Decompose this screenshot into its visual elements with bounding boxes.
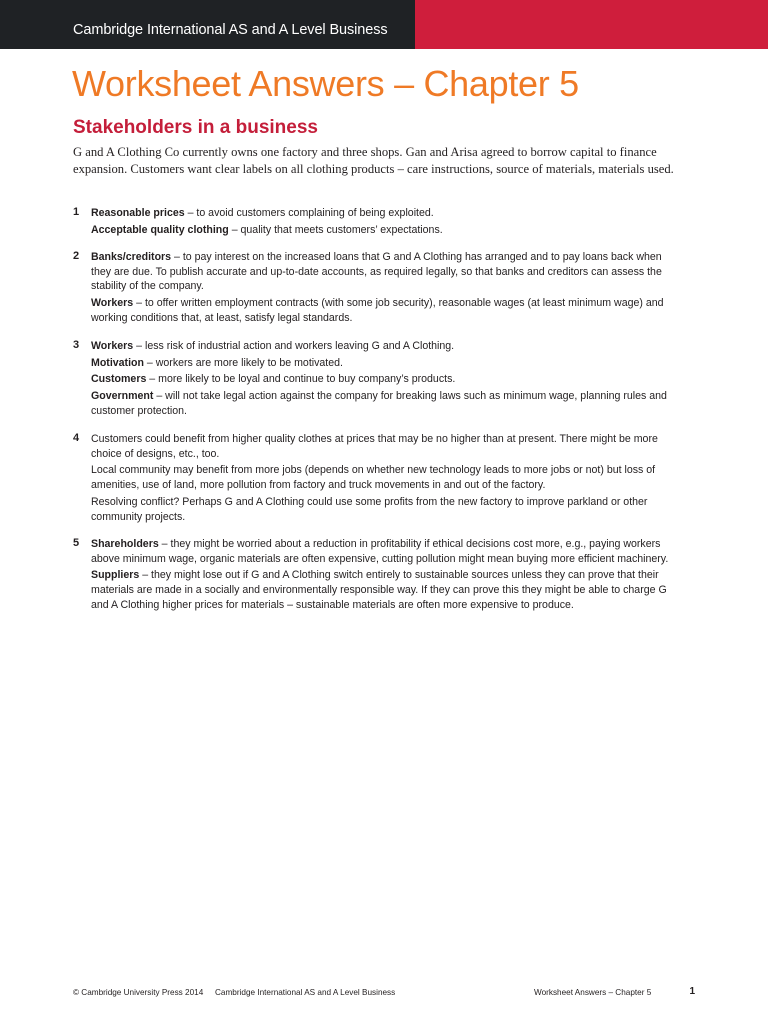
answer-paragraph: Customers could benefit from higher quality clothes at prices that may be no higher than at present. There might be more choice of designs, etc., too. xyxy=(91,433,658,460)
answer-item-3 xyxy=(73,339,693,421)
answer-number: 3 xyxy=(73,339,80,351)
answer-paragraph: Local community may benefit from more jobs (depends on whether new technology leads to more jobs or not) but loss of amenities, use of land, more pollution from factory and truck movements in and out of the factory. xyxy=(91,464,656,492)
header-red-panel xyxy=(415,0,768,49)
answer-keyword: Acceptable quality clothing xyxy=(91,223,229,236)
answer-paragraph: Resolving conflict? Perhaps G and A Clothing could use some profits from the new factory to improve parkland or other community projects. xyxy=(91,495,648,523)
answer-keyword: Shareholders xyxy=(91,538,159,550)
answer-text: – will not take legal action against the company for breaking laws such as minimum wage, planning rules and customer protection. xyxy=(91,390,667,417)
answer-paragraph xyxy=(91,372,681,387)
header-title: Cambridge International AS and A Level Business xyxy=(73,22,388,38)
answer-keyword: Reasonable prices xyxy=(91,207,185,219)
answer-body xyxy=(91,432,681,524)
answer-text: – more likely to be loyal and continue to buy company’s products. xyxy=(146,373,456,386)
answer-text: – they might lose out if G and A Clothing switch entirely to sustainable sources unless they can prove that their materials are made in a socially and environmentally responsible way. If they can prove this they might be able to charge G and A Clothing higher prices for materials – sustainable materials are often more expensive to produce. xyxy=(91,569,667,611)
answer-text: – to offer written employment contracts (with some job security), reasonable wages (at least minimum wage) and working conditions that, at least, satisfy legal standards. xyxy=(91,297,664,324)
answer-keyword: Government xyxy=(91,390,154,403)
answer-paragraph xyxy=(91,356,681,371)
intro-paragraph: G and A Clothing Co currently owns one factory and three shops. Gan and Arisa agreed to borrow capital to finance expansion. Customers want clear labels on all clothing products – care instructions, source of materials, materials used. xyxy=(73,145,674,176)
page-number: 1 xyxy=(689,986,695,997)
answer-keyword: Workers xyxy=(91,340,134,352)
answer-text: – less risk of industrial action and workers leaving G and A Clothing. xyxy=(133,340,455,352)
answer-item-1 xyxy=(73,206,693,239)
answer-number: 2 xyxy=(73,250,80,262)
answer-text: – quality that meets customers’ expectations. xyxy=(228,223,443,236)
answer-keyword: Suppliers xyxy=(91,569,140,582)
answer-number: 5 xyxy=(73,537,80,549)
answer-text: – workers are more likely to be motivated. xyxy=(143,356,343,369)
answer-paragraph xyxy=(91,339,681,354)
answer-item-5 xyxy=(73,537,693,615)
answer-text: – to avoid customers complaining of being exploited. xyxy=(184,207,434,219)
answer-paragraph xyxy=(91,537,681,566)
answer-keyword: Banks/creditors xyxy=(91,251,172,263)
answer-keyword: Motivation xyxy=(91,356,144,369)
answer-item-4 xyxy=(73,432,693,526)
answer-text: – to pay interest on the increased loans that G and A Clothing has arranged and to pay loans back when they are due. To publish accurate and up-to-date accounts, as required legally, so that banks and creditors can assess the stability of the company. xyxy=(91,251,662,293)
answer-number: 4 xyxy=(73,432,80,444)
footer-worksheet-title: Worksheet Answers – Chapter 5 xyxy=(534,988,652,997)
answer-paragraph xyxy=(91,389,681,418)
answer-keyword: Workers xyxy=(91,297,134,310)
answer-body xyxy=(91,250,681,326)
answer-paragraph xyxy=(91,206,681,221)
page-footer xyxy=(73,986,695,1000)
header-bar xyxy=(0,0,768,49)
answer-body xyxy=(91,339,681,419)
footer-copyright: © Cambridge University Press 2014 xyxy=(73,988,204,997)
answer-text: – they might be worried about a reduction in profitability if ethical decisions cost more, e.g., paying workers above minimum wage, organic materials are often expensive, cutting pollution might mean buying more efficient machinery. xyxy=(91,538,669,565)
section-subtitle: Stakeholders in a business xyxy=(73,117,318,138)
answer-paragraph xyxy=(91,250,681,294)
footer-book-title: Cambridge International AS and A Level Business xyxy=(215,988,396,997)
answer-paragraph xyxy=(91,568,681,612)
answer-keyword: Customers xyxy=(91,373,147,386)
answer-item-2 xyxy=(73,250,693,328)
page-title: Worksheet Answers – Chapter 5 xyxy=(72,63,579,104)
answer-number: 1 xyxy=(73,206,80,218)
answer-body xyxy=(91,537,681,613)
header-dark-panel xyxy=(0,0,415,49)
answer-paragraph xyxy=(91,223,681,238)
answer-body xyxy=(91,206,681,237)
answer-paragraph xyxy=(91,296,681,325)
